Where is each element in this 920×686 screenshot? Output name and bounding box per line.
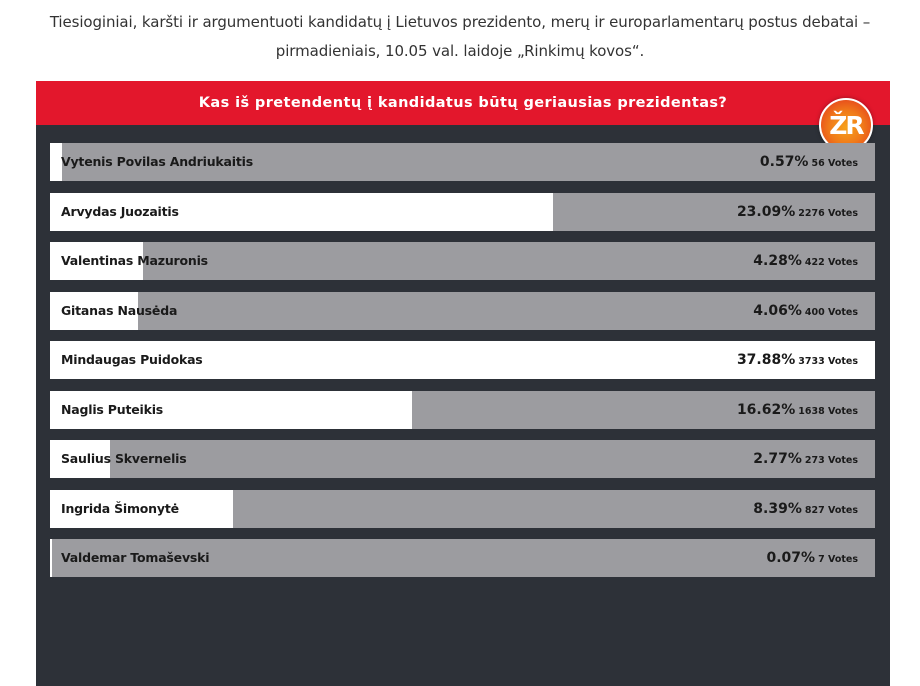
poll-option[interactable] <box>50 193 875 231</box>
poll-option-votes: 422 Votes <box>804 257 858 268</box>
poll-option-votes: 273 Votes <box>804 455 858 466</box>
poll-option[interactable] <box>50 490 875 528</box>
poll-option-name: Saulius Skvernelis <box>61 451 187 466</box>
poll-option-stats <box>753 440 858 478</box>
poll-option-name: Gitanas Nausėda <box>61 302 178 318</box>
poll-option-votes: 827 Votes <box>804 504 858 516</box>
poll-option[interactable] <box>50 341 875 379</box>
poll-option-stats <box>737 341 858 379</box>
poll-option-percent: 23.09% <box>736 203 796 220</box>
poll-option-votes: 7 Votes <box>818 554 858 565</box>
poll-option-percent: 37.88% <box>736 352 796 368</box>
poll-option-percent: 4.28% <box>753 253 802 269</box>
poll-option-percent: 4.06% <box>753 302 802 319</box>
zr-logo: ŽR <box>819 98 873 152</box>
intro-text <box>30 8 890 66</box>
poll-options <box>50 143 875 589</box>
poll-option-name: Ingrida Šimonytė <box>61 500 179 516</box>
poll-option-stats <box>753 292 858 330</box>
poll-option-stats <box>753 490 858 528</box>
poll-option[interactable] <box>50 539 875 577</box>
intro-line-1: Tiesioginiai, karšti ir argumentuoti kandidatų į Lietuvos prezidento, merų ir europarlamentarų postus debatai – <box>49 13 871 31</box>
poll-option-percent: 0.57% <box>759 154 809 170</box>
poll-option-stats <box>767 539 859 577</box>
poll-option-votes: 56 Votes <box>811 158 858 169</box>
poll-option-name: Vytenis Povilas Andriukaitis <box>61 154 253 169</box>
poll-option-name: Arvydas Juozaitis <box>61 203 179 219</box>
poll-option[interactable] <box>50 391 875 429</box>
poll-option-votes: 1638 Votes <box>798 405 858 417</box>
poll-option[interactable] <box>50 242 875 280</box>
poll-option[interactable] <box>50 292 875 330</box>
poll-option[interactable] <box>50 143 875 181</box>
poll-option-name: Mindaugas Puidokas <box>61 352 203 367</box>
poll-option-stats <box>760 143 858 181</box>
poll-option-votes: 2276 Votes <box>798 207 858 219</box>
poll-option-name: Valdemar Tomaševski <box>61 550 210 565</box>
poll-option-percent: 16.62% <box>736 401 796 418</box>
intro-line-2: pirmadieniais, 10.05 val. laidoje „Rinkimų kovos“. <box>275 42 645 60</box>
poll-question: Kas iš pretendentų į kandidatus būtų geriausias prezidentas? <box>198 95 728 111</box>
poll-option-stats <box>737 391 858 429</box>
poll-widget <box>36 81 890 686</box>
poll-option-name: Naglis Puteikis <box>61 401 164 417</box>
poll-option-votes: 3733 Votes <box>798 356 858 367</box>
poll-option-stats <box>753 242 858 280</box>
poll-option[interactable] <box>50 440 875 478</box>
poll-option-votes: 400 Votes <box>804 306 858 318</box>
poll-option-percent: 0.07% <box>766 550 816 566</box>
poll-option-name: Valentinas Mazuronis <box>61 253 208 268</box>
poll-header <box>36 81 890 125</box>
poll-option-percent: 2.77% <box>753 451 802 467</box>
poll-option-stats <box>737 193 858 231</box>
poll-option-percent: 8.39% <box>753 500 802 517</box>
poll-option-bar-fill <box>50 539 52 577</box>
